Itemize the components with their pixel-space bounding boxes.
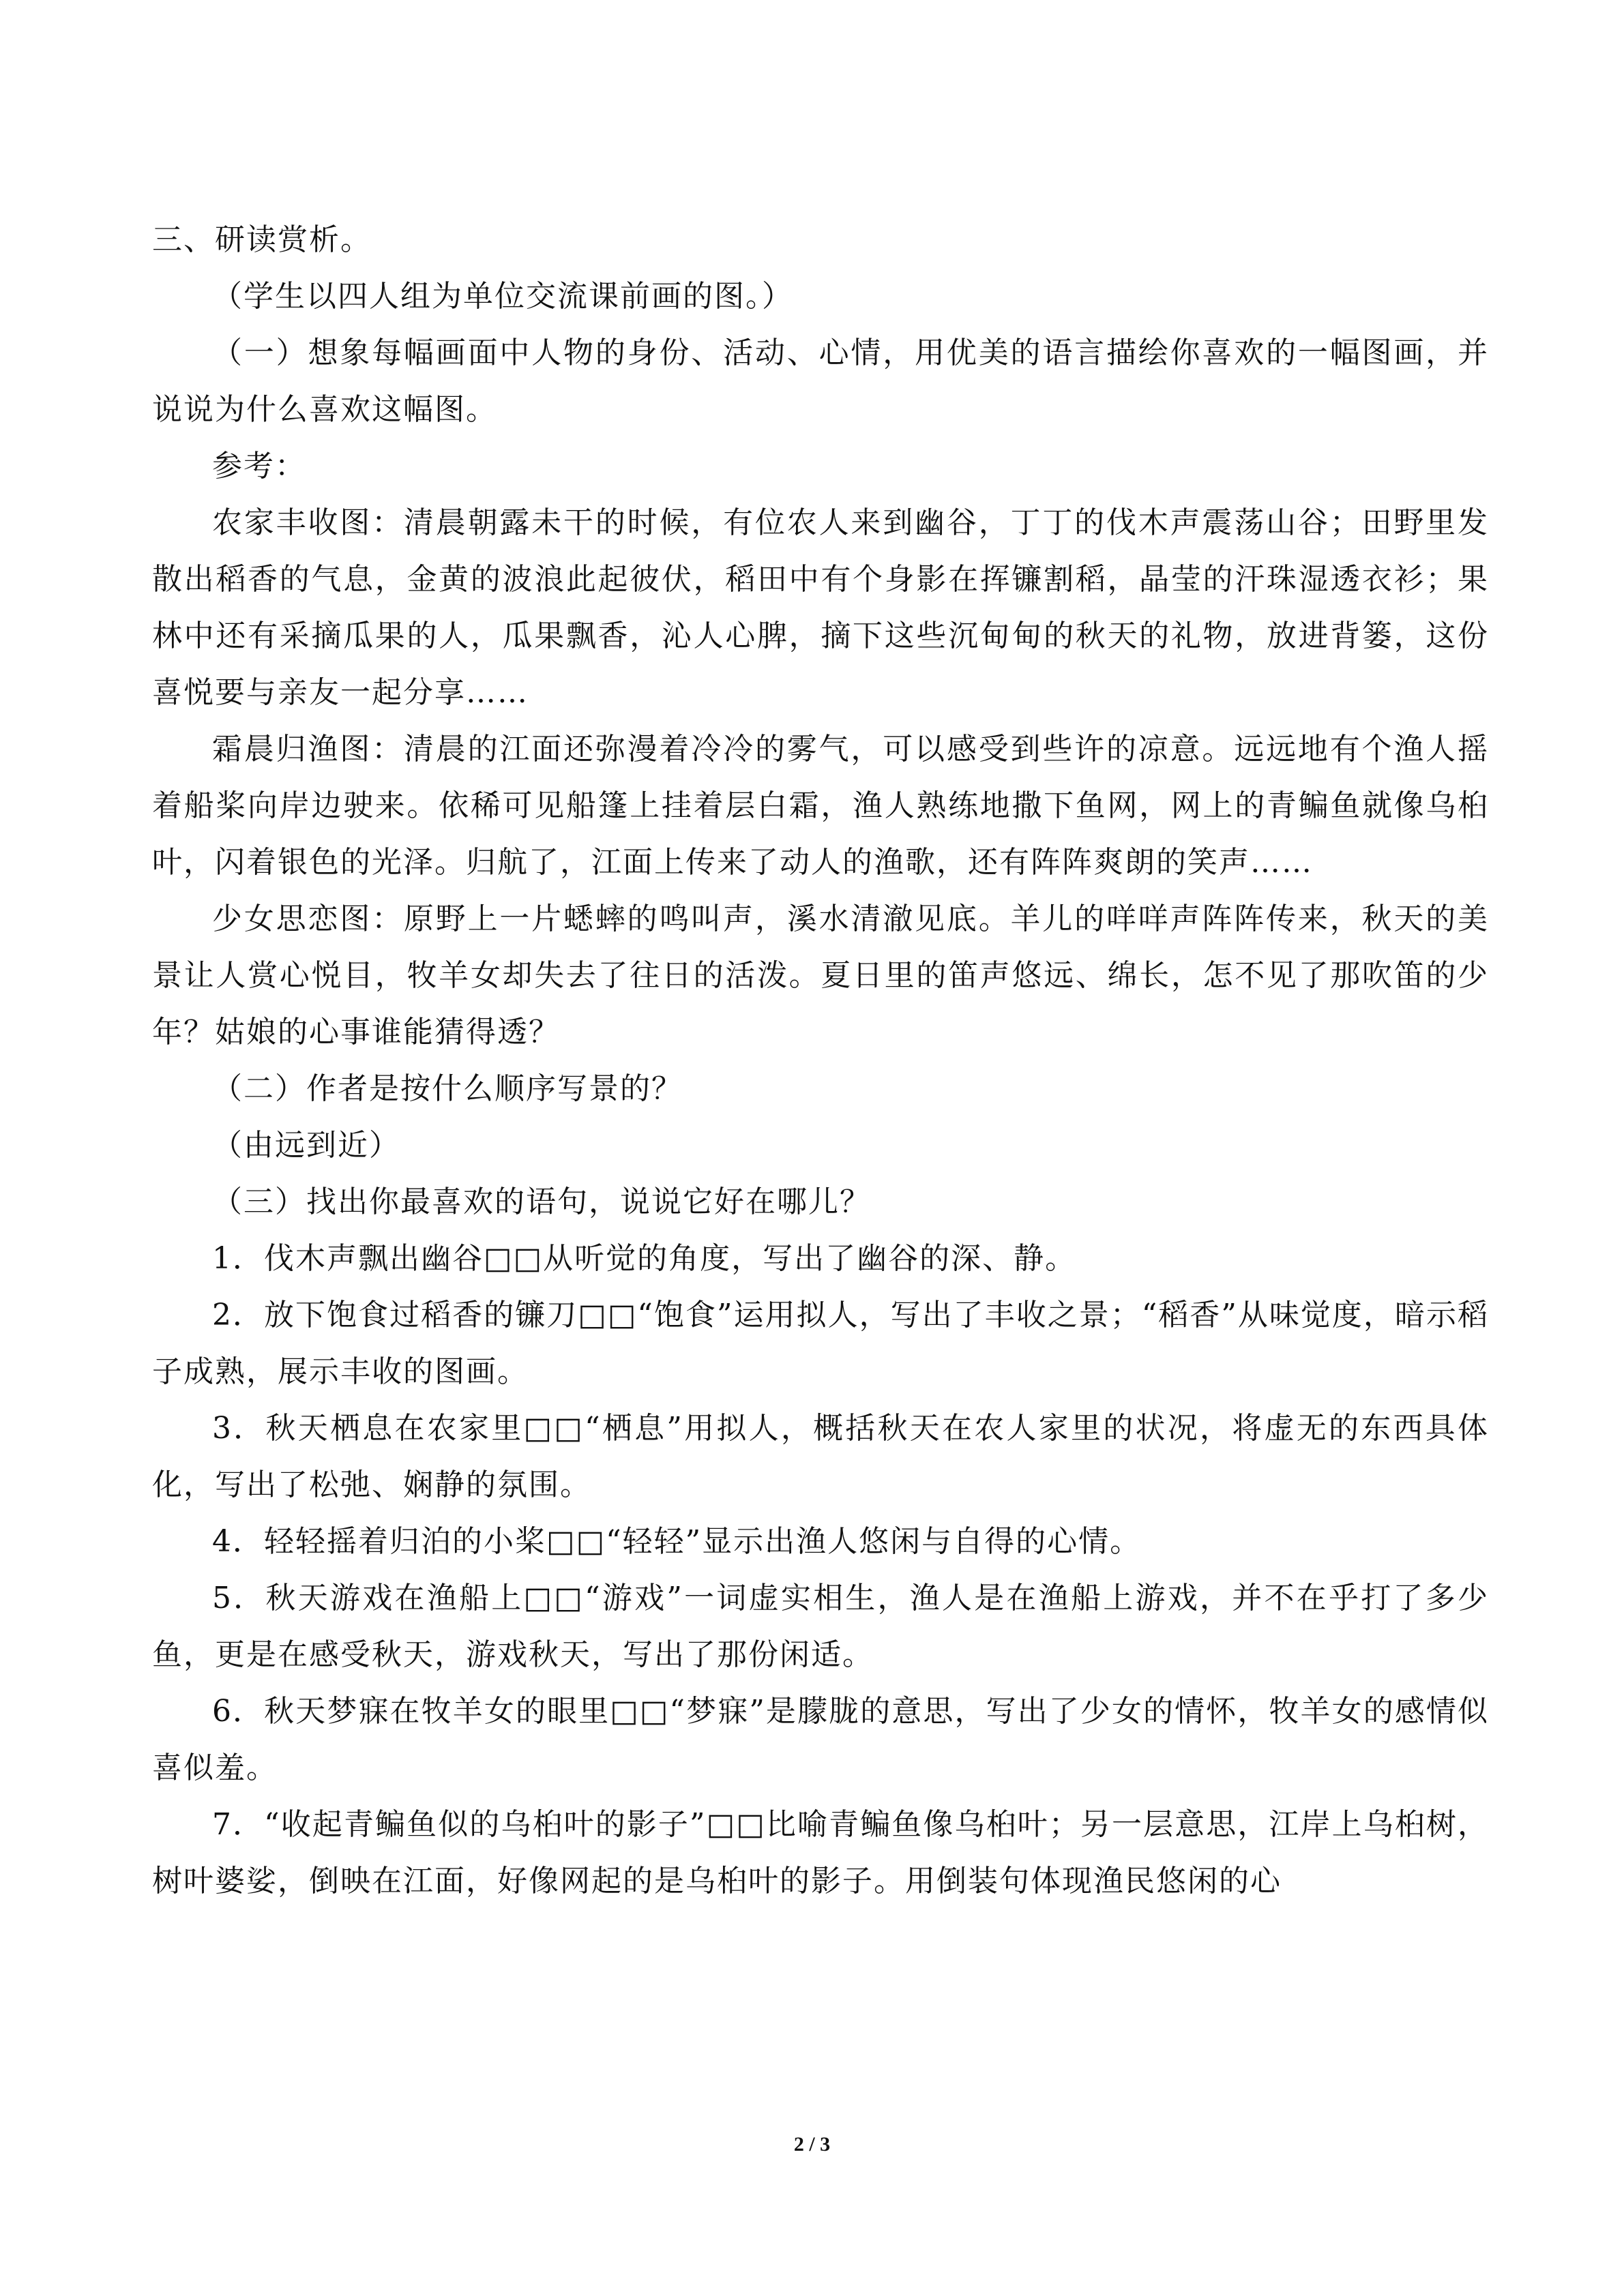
- analysis-item-3: 3．秋天栖息在农家里□□“栖息”用拟人，概括秋天在农人家里的状况，将虚无的东西具体化，写出了松弛、娴静的氛围。: [152, 1411, 1489, 1502]
- analysis-item-2: 2．放下饱食过稻香的镰刀□□“饱食”运用拟人，写出了丰收之景；“稻香”从味觉度，暗示稻子成熟，展示丰收的图画。: [152, 1298, 1489, 1389]
- section-heading: 三、研读赏析。: [152, 222, 372, 257]
- analysis-item-5: 5．秋天游戏在渔船上□□“游戏”一词虚实相生，渔人是在渔船上游戏，并不在乎打了多少鱼，更是在感受秋天，游戏秋天，写出了那份闲适。: [152, 1581, 1489, 1672]
- question-3-prompt: （三）找出你最喜欢的语句，说说它好在哪儿？: [212, 1184, 871, 1219]
- analysis-item-1: 1．伐木声飘出幽谷□□从听觉的角度，写出了幽谷的深、静。: [212, 1241, 1077, 1276]
- question-1-prompt: （一）想象每幅画面中人物的身份、活动、心情，用优美的语言描绘你喜欢的一幅图画，并说说为什么喜欢这幅图。: [152, 336, 1489, 427]
- document-body: [152, 211, 1489, 1909]
- reference-paragraph-shepherdess: 少女思恋图：原野上一片蟋蟀的鸣叫声，溪水清澈见底。羊儿的咩咩声阵阵传来，秋天的美景让人赏心悦目，牧羊女却失去了往日的活泼。夏日里的笛声悠远、绵长，怎不见了那吹笛的少年？姑娘的心事谁能猜得透？: [152, 901, 1489, 1049]
- reference-paragraph-harvest: 农家丰收图：清晨朝露未干的时候，有位农人来到幽谷，丁丁的伐木声震荡山谷；田野里发散出稻香的气息，金黄的波浪此起彼伏，稻田中有个身影在挥镰割稻，晶莹的汗珠湿透衣衫；果林中还有采摘瓜果的人，瓜果飘香，沁人心脾，摘下这些沉甸甸的秋天的礼物，放进背篓，这份喜悦要与亲友一起分享……: [152, 505, 1489, 710]
- page-number: 2 / 3: [793, 2133, 831, 2156]
- reference-label: 参考：: [212, 449, 306, 483]
- analysis-item-4: 4．轻轻摇着归泊的小桨□□“轻轻”显示出渔人悠闲与自得的心情。: [212, 1524, 1142, 1559]
- reference-paragraph-fishing: 霜晨归渔图：清晨的江面还弥漫着冷冷的雾气，可以感受到些许的凉意。远远地有个渔人摇着船桨向岸边驶来。依稀可见船篷上挂着层白霜，渔人熟练地撒下鱼网，网上的青鳊鱼就像乌桕叶，闪着银色的光泽。归航了，江面上传来了动人的渔歌，还有阵阵爽朗的笑声……: [152, 732, 1489, 880]
- question-2-answer: （由远到近）: [212, 1128, 400, 1163]
- analysis-item-7: 7．“收起青鳊鱼似的乌桕叶的影子”□□比喻青鳊鱼像乌桕叶；另一层意思，江岸上乌桕树，树叶婆娑，倒映在江面，好像网起的是乌桕叶的影子。用倒装句体现渔民悠闲的心: [152, 1807, 1489, 1898]
- instruction-text: （学生以四人组为单位交流课前画的图。）: [212, 279, 793, 314]
- analysis-item-6: 6．秋天梦寐在牧羊女的眼里□□“梦寐”是朦胧的意思，写出了少女的情怀，牧羊女的感情似喜似羞。: [152, 1694, 1489, 1785]
- question-2-prompt: （二）作者是按什么顺序写景的？: [212, 1071, 683, 1106]
